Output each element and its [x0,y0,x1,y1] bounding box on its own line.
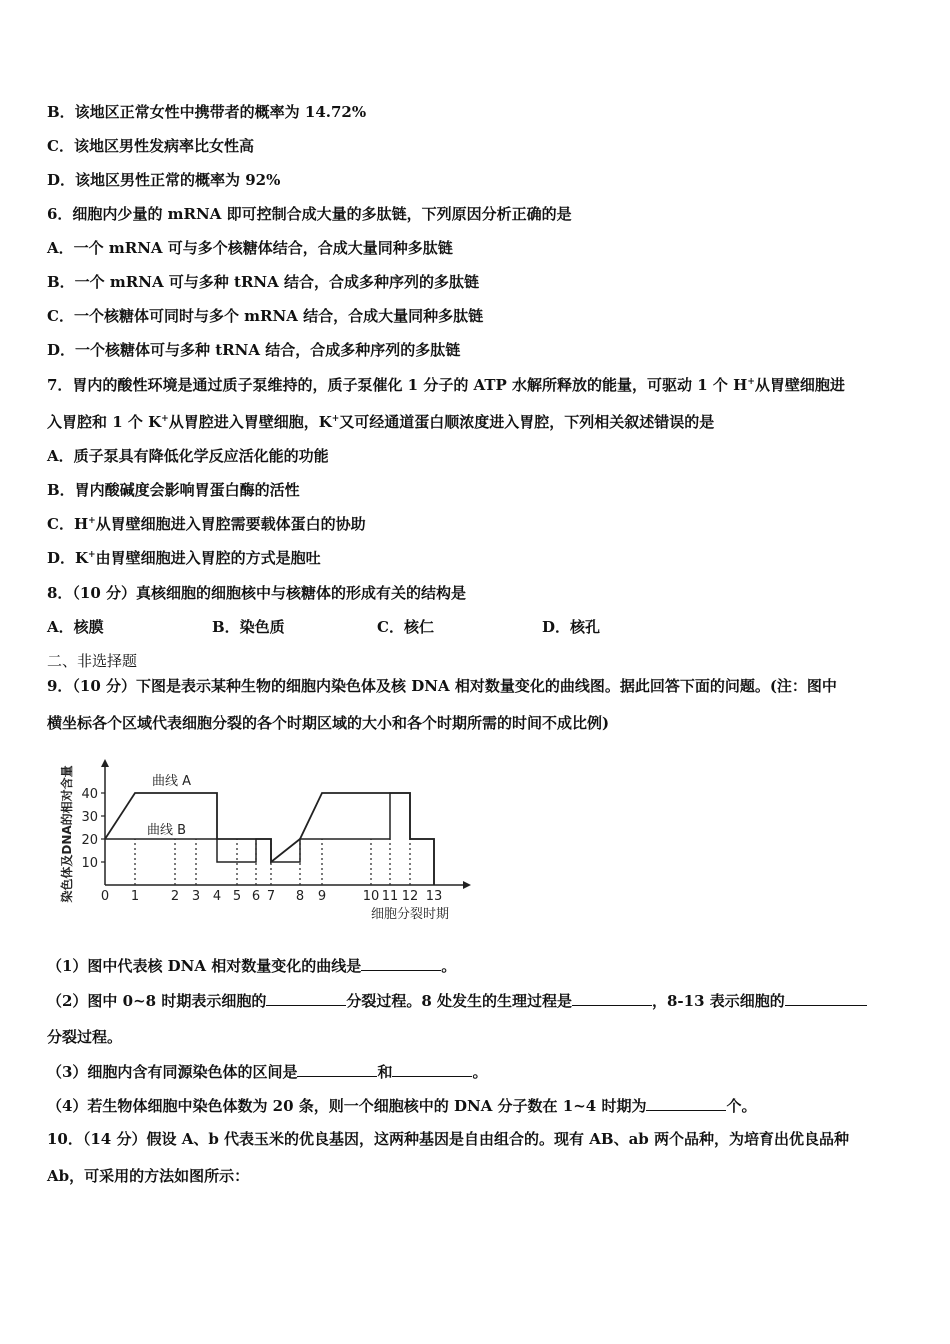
q5-option-b: B．该地区正常女性中携带者的概率为 14.72% [47,103,367,121]
chart-y-label: 染色体及DNA的相对含量 [60,765,74,903]
y-tick-label: 40 [81,787,98,802]
q6-option-a: A．一个 mRNA 可与多个核糖体结合，合成大量同种多肽链 [47,239,453,257]
x-tick-label: 2 [170,889,180,904]
chart-x-label: 细胞分裂时期 [370,907,450,922]
q8-option-a: A．核膜 [47,618,104,636]
x-tick-label: 0 [100,889,110,904]
q6-stem: 6．细胞内少量的 mRNA 即可控制合成大量的多肽链，下列原因分析正确的是 [47,205,572,223]
x-tick-label: 10 [362,889,380,904]
y-tick-label: 10 [81,856,98,871]
q8-option-b: B．染色质 [212,618,285,636]
curve-b-line [105,793,434,885]
q9-part3: （3）细胞内含有同源染色体的区间是 和 。 [47,1063,488,1081]
section-heading: 二、非选择题 [47,652,138,670]
x-tick-label: 8 [295,889,305,904]
curve-a-label: 曲线 A [152,774,192,789]
answer-blank[interactable] [785,990,867,1006]
q10-stem-line1: 10．（14 分）假设 A、b 代表玉米的优良基因，这两种基因是自由组合的。现有 AB、ab 两个品种，为培育出优良品种 [47,1130,850,1148]
q8-stem: 8．（10 分）真核细胞的细胞核中与核糖体的形成有关的结构是 [47,584,467,602]
q7-option-c: C．H+从胃壁细胞进入胃腔需要载体蛋白的协助 [47,515,366,533]
y-tick-label: 20 [81,833,98,848]
answer-blank[interactable] [266,990,346,1006]
q8-option-d: D．核孔 [542,618,601,636]
x-tick-label: 7 [266,889,276,904]
q6-option-b: B．一个 mRNA 可与多种 tRNA 结合，合成多种序列的多肽链 [47,273,479,291]
x-tick-label: 12 [401,889,419,904]
q7-option-b: B．胃内酸碱度会影响胃蛋白酶的活性 [47,481,300,499]
q6-option-c: C．一个核糖体可同时与多个 mRNA 结合，合成大量同种多肽链 [47,307,484,325]
x-tick-label: 5 [232,889,242,904]
q6-option-d: D．一个核糖体可与多种 tRNA 结合，合成多种序列的多肽链 [47,341,461,359]
q7-stem-line1: 7．胃内的酸性环境是通过质子泵维持的，质子泵催化 1 分子的 ATP 水解所释放的能量，可驱动 1 个 H+从胃壁细胞进 [47,376,845,394]
x-tick-label: 3 [191,889,201,904]
answer-blank[interactable] [297,1061,377,1077]
q9-part2-cont: 分裂过程。 [47,1028,123,1046]
answer-blank[interactable] [572,990,652,1006]
answer-blank[interactable] [361,955,441,971]
chromosome-dna-chart [55,752,475,927]
q9-stem-line1: 9．（10 分）下图是表示某种生物的细胞内染色体及核 DNA 相对数量变化的曲线图。据此回答下面的问题。(注：图中 [47,677,837,695]
x-tick-label: 6 [251,889,261,904]
answer-blank[interactable] [392,1061,472,1077]
q10-stem-line2: Ab，可采用的方法如图所示： [47,1167,250,1185]
answer-blank[interactable] [646,1095,726,1111]
x-tick-label: 4 [212,889,222,904]
q7-option-d: D．K+由胃壁细胞进入胃腔的方式是胞吐 [47,549,321,567]
q7-stem-line2: 入胃腔和 1 个 K+从胃腔进入胃壁细胞，K+又可经通道蛋白顺浓度进入胃腔，下列相关叙述错误的是 [47,413,715,431]
x-tick-label: 1 [130,889,140,904]
q5-option-d: D．该地区男性正常的概率为 92% [47,171,281,189]
q9-part1: （1）图中代表核 DNA 相对数量变化的曲线是 。 [47,957,457,975]
x-tick-label: 13 [425,889,443,904]
x-tick-label: 9 [317,889,327,904]
q7-option-a: A．质子泵具有降低化学反应活化能的功能 [47,447,329,465]
curve-b-label: 曲线 B [147,823,187,838]
q9-part4: （4）若生物体细胞中染色体数为 20 条，则一个细胞核中的 DNA 分子数在 1~4 时期为 个。 [47,1097,757,1115]
q8-option-c: C．核仁 [377,618,434,636]
x-tick-label: 11 [381,889,399,904]
y-tick-label: 30 [81,810,98,825]
q9-part2: （2）图中 0~8 时期表示细胞的 分裂过程。8 处发生的生理过程是 ，8-13 表示细胞的 [47,990,867,1011]
q9-stem-line2: 横坐标各个区域代表细胞分裂的各个时期区域的大小和各个时期所需的时间不成比例) [47,714,610,732]
q5-option-c: C．该地区男性发病率比女性高 [47,137,254,155]
